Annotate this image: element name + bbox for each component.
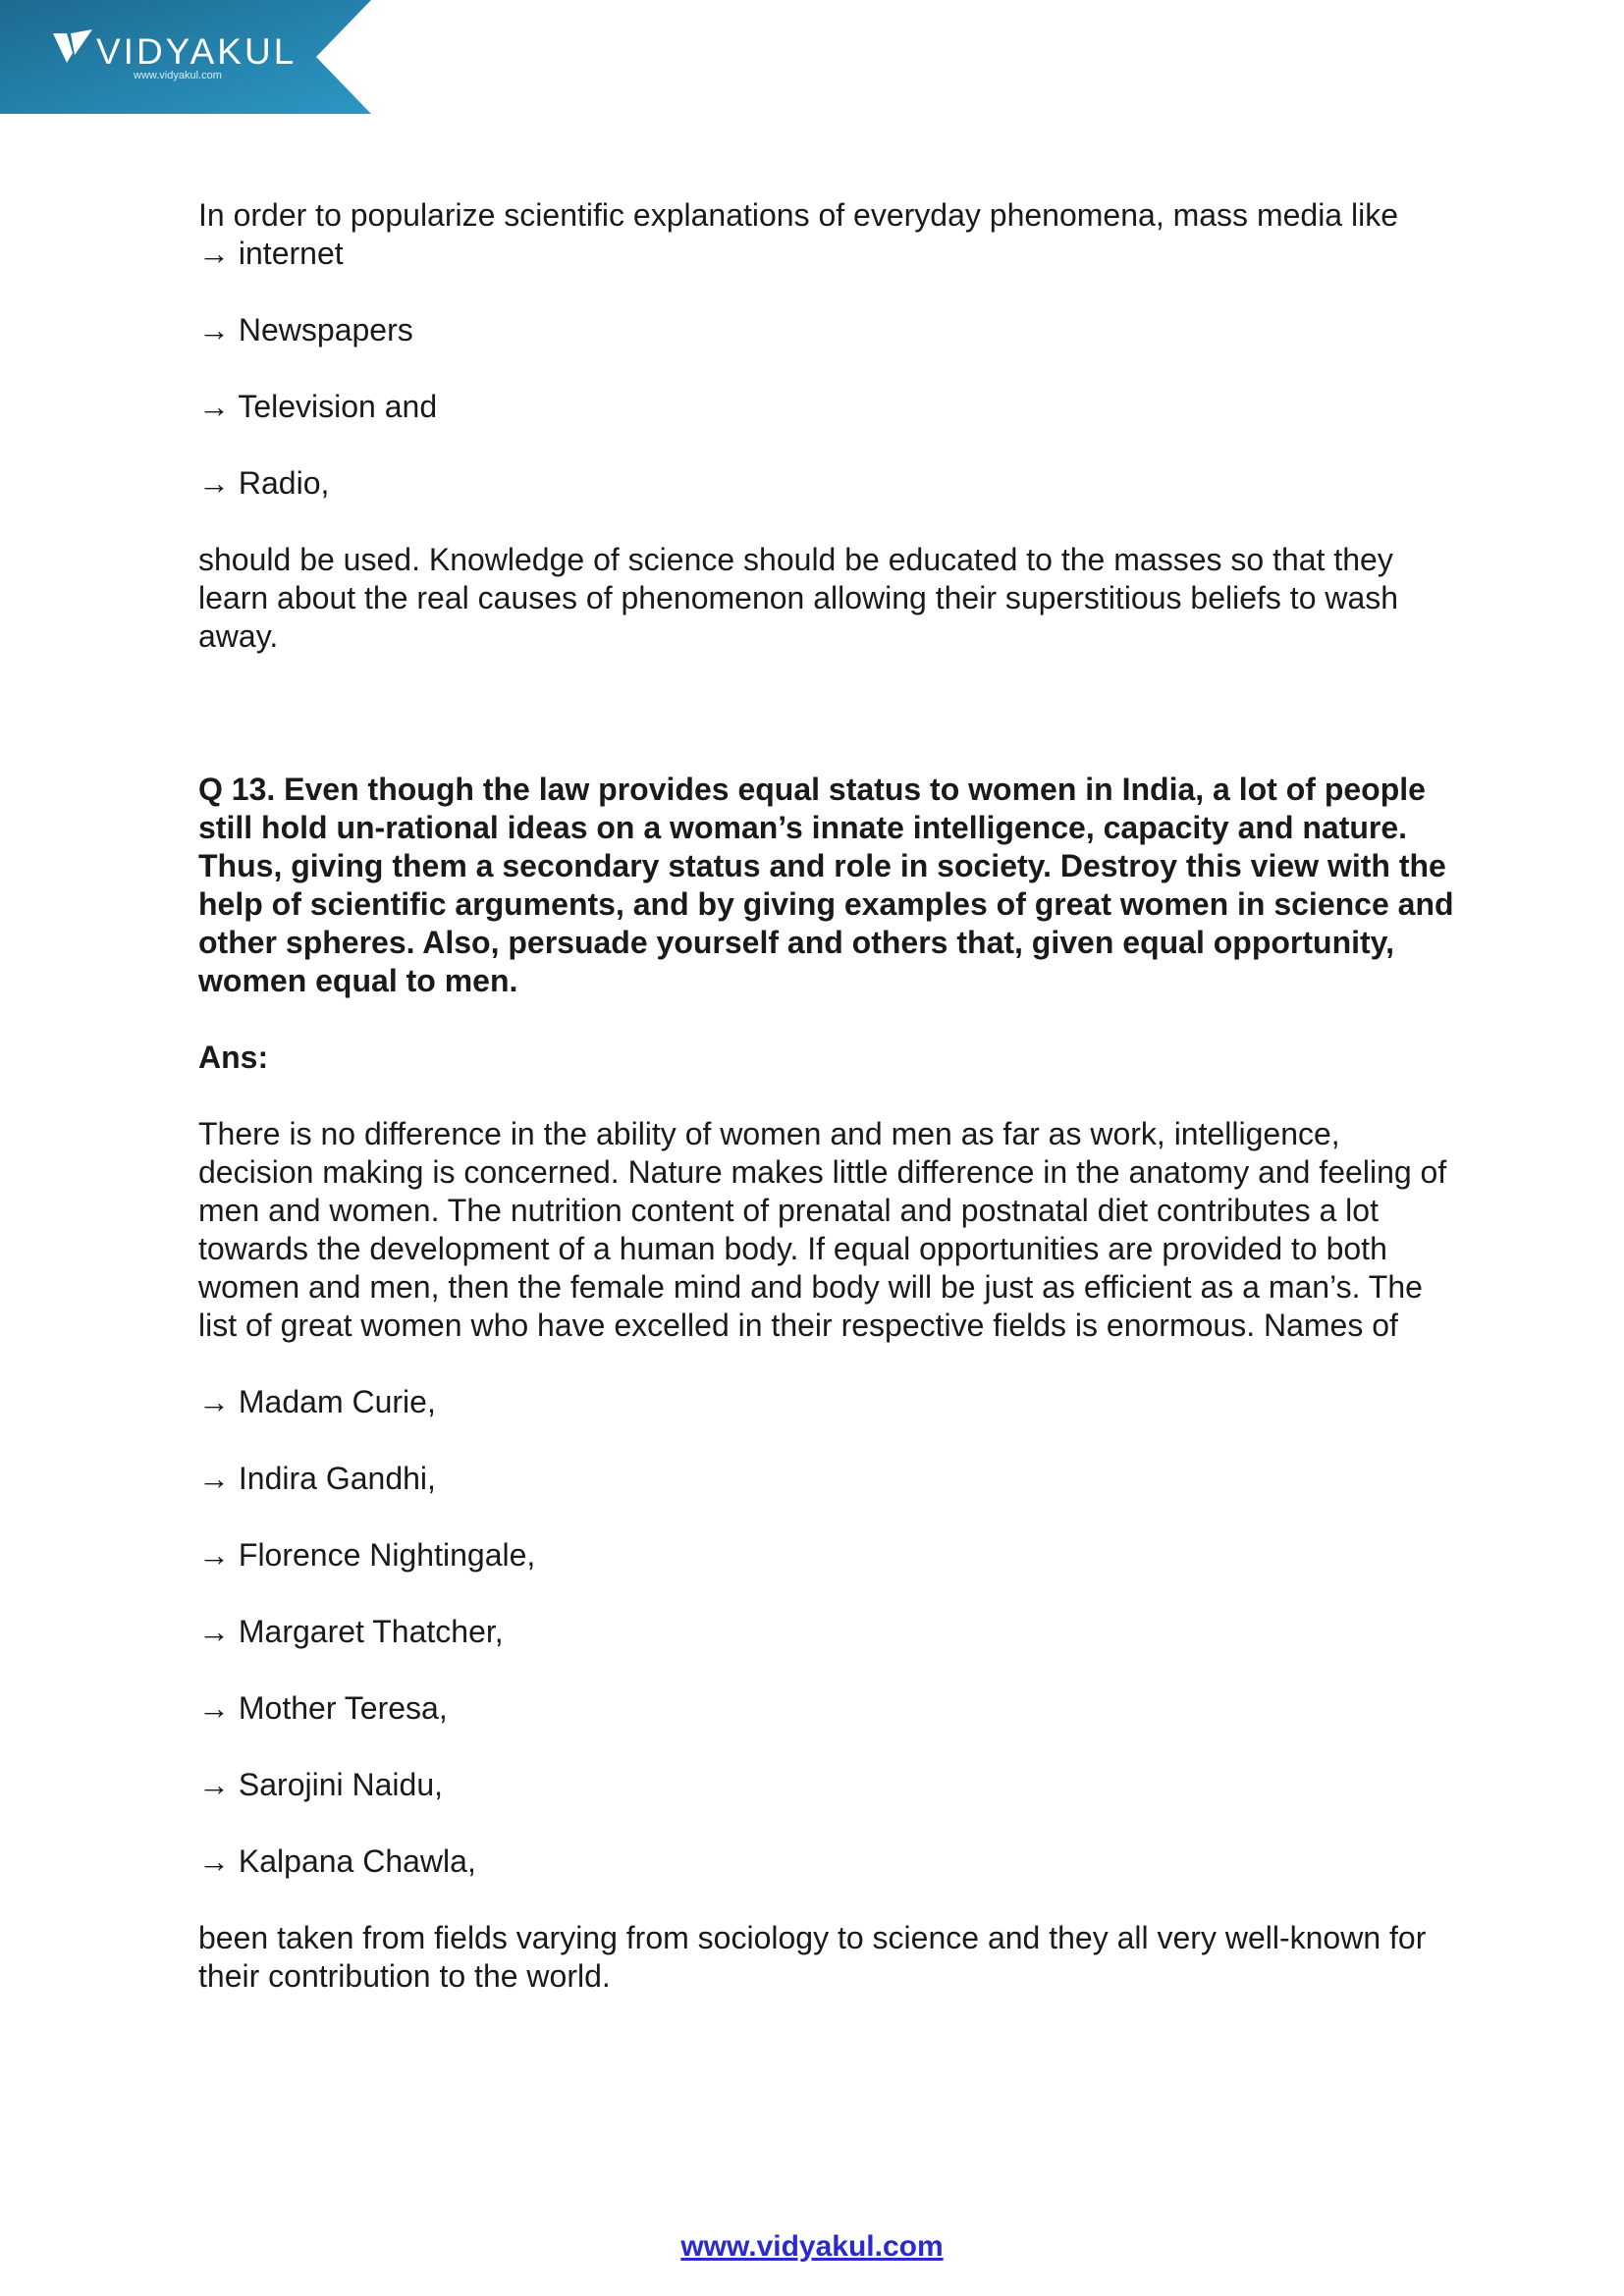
- list-item: → Madam Curie,: [198, 1384, 436, 1419]
- answer-paragraph: There is no difference in the ability of women and men as far as work, intelligence, decision making is concerned. Nature makes little difference in the anatomy and feeling of men and women. The nutrition content of prenatal and postnatal diet contributes a lot towards the development of a human body. If equal opportunities are provided to both women and men, then the female mind and body will be just as efficient as a man’s. The list of great women who have excelled in their respective fields is enormous. Names of: [198, 1116, 1447, 1343]
- brand-banner: [0, 0, 371, 114]
- vidyakul-logo-icon: [53, 29, 92, 65]
- media-conclusion-paragraph: should be used. Knowledge of science should be educated to the masses so that they learn about the real causes of phenomenon allowing their superstitious beliefs to wash away.: [198, 542, 1399, 654]
- list-item: → internet: [198, 236, 344, 271]
- list-item: → Margaret Thatcher,: [198, 1614, 504, 1649]
- footer-website-link[interactable]: www.vidyakul.com: [680, 2230, 944, 2263]
- answer-label: Ans:: [198, 1040, 269, 1075]
- list-item: → Television and: [198, 389, 438, 424]
- list-item: → Indira Gandhi,: [198, 1461, 436, 1496]
- brand-url: www.vidyakul.com: [134, 70, 222, 81]
- closing-paragraph: been taken from fields varying from sociology to science and they all very well-known for their contribution to the world.: [198, 1920, 1427, 1994]
- list-item: → Florence Nightingale,: [198, 1537, 536, 1573]
- question-13: Q 13. Even though the law provides equal status to women in India, a lot of people still hold un-rational ideas on a woman’s innate intelligence, capacity and nature. Thus, giving them a secondary status and role in society. Destroy this view with the help of scientific arguments, and by giving examples of great women in science and other spheres. Also, persuade yourself and others that, given equal opportunity, women equal to men.: [198, 772, 1454, 998]
- list-item: → Radio,: [198, 465, 330, 501]
- list-item: → Sarojini Naidu,: [198, 1767, 443, 1802]
- list-item: → Mother Teresa,: [198, 1690, 448, 1726]
- document-body: [198, 196, 1455, 1996]
- list-item: → Newspapers: [198, 312, 413, 347]
- intro-paragraph: In order to popularize scientific explanations of everyday phenomena, mass media like: [198, 197, 1398, 233]
- list-item: → Kalpana Chawla,: [198, 1843, 476, 1879]
- brand-name: VIDYAKUL: [96, 31, 298, 72]
